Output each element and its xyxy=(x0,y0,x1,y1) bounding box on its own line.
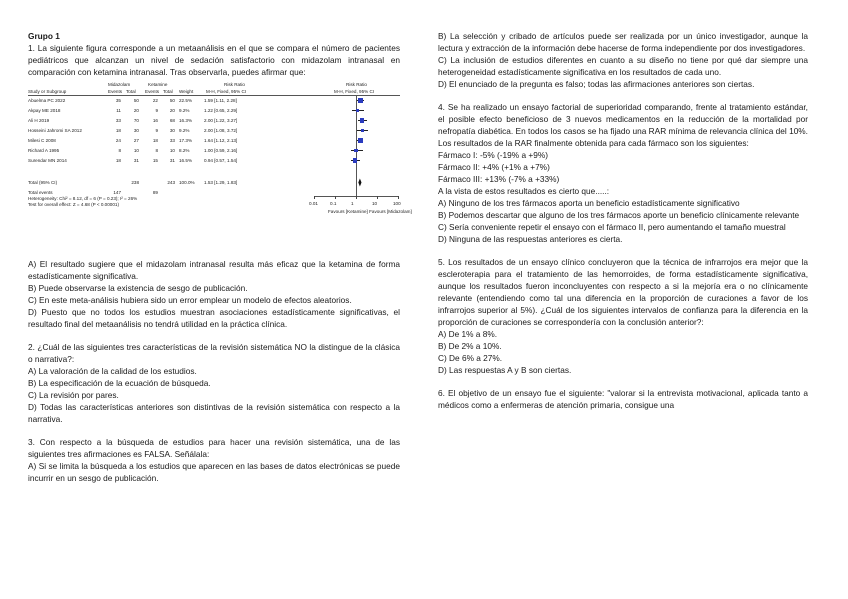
overall-effect-text: Test for overall effect: Z = 4.68 (P < 0.00001) xyxy=(28,202,119,207)
study-ci: 1.00 [0.59, 2.16] xyxy=(204,148,238,153)
total-diamond xyxy=(28,82,400,252)
total-midazolam: 70 xyxy=(133,118,139,123)
axis-tick-label: 0.1 xyxy=(330,201,337,206)
favours-label: Favours [Ketamine] Favours [Midazolam] xyxy=(328,209,412,214)
study-weight: 8.2% xyxy=(179,148,190,153)
events-midazolam: 8 xyxy=(118,148,121,153)
q1-option-b: B) Puede observarse la existencia de sesgo de publicación. xyxy=(28,283,248,293)
left-column xyxy=(28,30,412,484)
total-midazolam: 27 xyxy=(133,138,139,143)
study-weight: 22.5% xyxy=(179,98,193,103)
total-midazolam: 31 xyxy=(133,158,139,163)
q5-option-c: C) De 6% a 27%. xyxy=(438,353,503,363)
events-midazolam: 35 xyxy=(115,98,121,103)
total-events-e1: 147 xyxy=(113,190,121,195)
q1-option-a: A) El resultado sugiere que el midazolam intranasal resulta más eficaz que la ketamina de forma estadísticamente significativa. xyxy=(28,259,400,281)
rr-sub-left: M-H, Fixed, 95% CI xyxy=(206,89,247,94)
col-total1-header: Total xyxy=(126,89,136,94)
axis-tick-label: 1 xyxy=(351,201,354,206)
total-events-e2: 89 xyxy=(152,190,158,195)
study-ci: 1.64 [1.12, 2.13] xyxy=(204,138,238,143)
total-t1: 238 xyxy=(131,180,139,185)
study-name: Abuelma PC 2022 xyxy=(28,98,66,103)
axis-tick-label: 0.01 xyxy=(309,201,318,206)
total-midazolam: 30 xyxy=(133,128,139,133)
group2-header: Ketamine xyxy=(148,82,168,87)
q4-option-b: B) Podemos descartar que alguno de los tres fármacos aporte un beneficio clínicamente relevante xyxy=(438,210,800,220)
q4-option-a: A) Ninguno de los tres fármacos aporta un beneficio estadísticamente significativo xyxy=(438,198,740,208)
study-name: Akpay ME 2018 xyxy=(28,108,61,113)
q2-option-a: A) La valoración de la calidad de los estudios. xyxy=(28,366,197,376)
total-ketamine: 68 xyxy=(169,118,175,123)
risk-ratio-header-right: Risk Ratio xyxy=(346,82,367,87)
study-weight: 16.3% xyxy=(179,118,193,123)
events-ketamine: 22 xyxy=(152,98,158,103)
study-weight: 16.5% xyxy=(179,158,193,163)
study-weight: 9.2% xyxy=(179,108,190,113)
total-midazolam: 10 xyxy=(133,148,139,153)
q2-option-b: B) La especificación de la ecuación de búsqueda. xyxy=(28,378,211,388)
group1-header: Midazolam xyxy=(108,82,131,87)
heterogeneity-text: Heterogeneity: Chi² = 8.12, df = 6 (P = 0.23); I² = 26% xyxy=(28,196,138,201)
study-ci: 2.00 [1.08, 3.72] xyxy=(204,128,238,133)
study-name: Milesi C 2008 xyxy=(28,138,56,143)
events-ketamine: 16 xyxy=(152,118,158,123)
q4-drug-3: Fármaco III: +13% (-7% a +33%) xyxy=(438,174,560,184)
risk-ratio-header-left: Risk Ratio xyxy=(224,82,245,87)
events-midazolam: 18 xyxy=(115,128,121,133)
total-midazolam: 50 xyxy=(133,98,139,103)
q5-option-b: B) De 2% a 10%. xyxy=(438,341,502,351)
events-ketamine: 8 xyxy=(155,148,158,153)
study-ci: 2.00 [1.22, 3.27] xyxy=(204,118,238,123)
total-ketamine: 50 xyxy=(169,98,175,103)
total-weight: 100.0% xyxy=(179,180,195,185)
study-name: Ali H 2019 xyxy=(28,118,50,123)
forest-plot xyxy=(28,82,412,252)
study-name: Hosseini Jahromi SA 2012 xyxy=(28,128,82,133)
q4-drug-2: Fármaco II: +4% (+1% a +7%) xyxy=(438,162,550,172)
total-diamond-shape xyxy=(358,179,361,187)
q3-option-d: D) El enunciado de la pregunta es falso; todas las afirmaciones anteriores son ciertas. xyxy=(438,79,755,89)
events-ketamine: 9 xyxy=(155,108,158,113)
events-midazolam: 33 xyxy=(115,118,121,123)
events-ketamine: 15 xyxy=(152,158,158,163)
q3-option-c: C) La inclusión de estudios diferentes en cuanto a su diseño no tiene por qué dar siempre una heterogeneidad estadísticamente significativa en los resultados de cada uno. xyxy=(438,55,808,77)
q4-option-d: D) Ninguna de las respuestas anteriores es cierta. xyxy=(438,234,623,244)
total-midazolam: 20 xyxy=(133,108,139,113)
study-weight: 9.2% xyxy=(179,128,190,133)
col-study-header: Study or Subgroup xyxy=(28,89,67,94)
total-ci: 1.53 [1.29, 1.83] xyxy=(204,180,238,185)
total-ketamine: 20 xyxy=(169,108,175,113)
events-midazolam: 18 xyxy=(115,158,121,163)
total-ketamine: 10 xyxy=(169,148,175,153)
q4-lead: A la vista de estos resultados es cierto que.....: xyxy=(438,186,610,196)
total-label: Total (95% CI) xyxy=(28,180,58,185)
events-ketamine: 9 xyxy=(155,128,158,133)
q2-option-c: C) La revisión por pares. xyxy=(28,390,119,400)
q2-option-d: D) Todas las características anteriores son distintivas de la revisión sistemática con respecto a la narrativa. xyxy=(28,402,400,424)
q4-option-c: C) Sería conveniente repetir el ensayo con el fármaco II, pero aumentando el tamaño muestral xyxy=(438,222,786,232)
study-ci: 1.22 [0.65, 2.29] xyxy=(204,108,238,113)
events-midazolam: 24 xyxy=(115,138,121,143)
col-weight-header: Weight xyxy=(179,89,194,94)
question-5-stem: 5. Los resultados de un ensayo clínico concluyeron que la técnica de infrarrojos era mejor que la escleroterapia para el tratamiento de las hemorroides, de forma estadísticamente significativa, aunque los resultados fueron inconcluyentes con respecto a si la mejoría era o no clínicamente relevante (entendiendo como tal una diferencia en la proporción de curaciones a favor de los infrarrojos superior al 5%). ¿Cuál de los siguientes intervalos de confianza para la diferencia en la proporción de curaciones se correspondería con la conclusión anterior?: xyxy=(438,257,808,327)
q1-option-d: D) Puesto que no todos los estudios muestran asociaciones estadísticamente significativas, el resultado final del metaanálisis no tendrá utilidad en la práctica clínica. xyxy=(28,307,400,329)
total-t2: 243 xyxy=(167,180,175,185)
question-6-stem: 6. El objetivo de un ensayo fue el siguiente: "valorar si la entrevista motivacional, aplicada tanto a médicos como a enfermeras de atención primaria, consigue una xyxy=(438,388,808,410)
col-events2-header: Events xyxy=(145,89,160,94)
axis-tick-label: 100 xyxy=(393,201,401,206)
total-ketamine: 31 xyxy=(169,158,175,163)
q5-option-a: A) De 1% a 8%. xyxy=(438,329,498,339)
right-column xyxy=(438,30,808,411)
q3-option-a: A) Si se limita la búsqueda a los estudios que aparecen en las bases de datos electrónicas se puede incurrir en un sesgo de publicación. xyxy=(28,461,400,483)
events-ketamine: 18 xyxy=(152,138,158,143)
question-4-stem: 4. Se ha realizado un ensayo factorial de superioridad comparando, frente al tratamiento estándar, el posible efecto beneficioso de 3 nuevos medicamentos en la reducción de la mortalidad por nefropatía diabética. En todos los casos se ha fijado una RAR mínima de relevancia clínica del 10%. Los resultados de la RAR finalmente obtenida para cada fármaco son los siguientes: xyxy=(438,102,808,148)
col-total2-header: Total xyxy=(163,89,173,94)
q4-drug-1: Fármaco I: -5% (-19% a +9%) xyxy=(438,150,548,160)
q3-option-b: B) La selección y cribado de artículos puede ser realizada por un único investigador, aunque la lectura y extracción de la información debe hacerse de forma independiente por dos investigadores. xyxy=(438,31,808,53)
total-events-label: Total events xyxy=(28,190,53,195)
total-ketamine: 33 xyxy=(169,138,175,143)
q5-option-d: D) Las respuestas A y B son ciertas. xyxy=(438,365,572,375)
study-name: Surendar MN 2014 xyxy=(28,158,67,163)
total-ketamine: 30 xyxy=(169,128,175,133)
study-ci: 1.59 [1.11, 2.28] xyxy=(204,98,237,103)
group-title: Grupo 1 xyxy=(28,31,60,41)
question-3-stem: 3. Con respecto a la búsqueda de estudios para hacer una revisión sistemática, una de las siguientes tres afirmaciones es FALSA. Señálala: xyxy=(28,437,400,459)
axis-tick-label: 10 xyxy=(372,201,378,206)
study-ci: 0.94 [0.57, 1.54] xyxy=(204,158,238,163)
study-weight: 17.3% xyxy=(179,138,193,143)
rr-sub-right: M-H, Fixed, 95% CI xyxy=(334,89,375,94)
q1-option-c: C) En este meta-análisis hubiera sido un error emplear un modelo de efectos aleatorios. xyxy=(28,295,352,305)
events-midazolam: 11 xyxy=(116,108,121,113)
question-2-stem: 2. ¿Cuál de las siguientes tres características de la revisión sistemática NO la distingue de la clásica o narrativa?: xyxy=(28,342,400,364)
question-1-stem: 1. La siguiente figura corresponde a un metaanálisis en el que se compara el número de pacientes pediátricos que alcanzan un nivel de sedación satisfactorio con midazolam intranasal en comparación con ketamina intranasal. Tras observarla, puedes afirmar que: xyxy=(28,43,400,77)
study-name: Richard A 1995 xyxy=(28,148,60,153)
col-events1-header: Events xyxy=(108,89,123,94)
